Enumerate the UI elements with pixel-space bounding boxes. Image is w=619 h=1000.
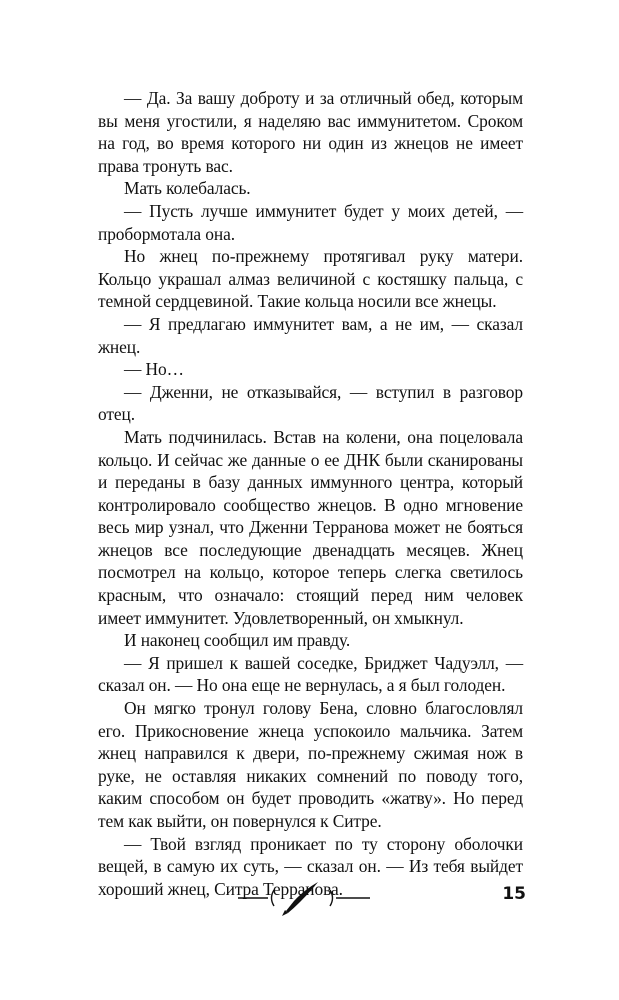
- paragraph: Но жнец по-прежнему протягивал руку матери. Кольцо украшал алмаз величиной с костяшку пальца, с темной сердцевиной. Такие кольца носили все жнецы.: [98, 246, 523, 312]
- paragraph: — Да. За вашу доброту и за отличный обед, которым вы меня угостили, я наделяю вас иммунитетом. Сроком на год, во время которого ни один из жнецов не имеет права тронуть вас.: [98, 88, 523, 176]
- scythe-blade-icon: [238, 878, 370, 918]
- paragraph: Мать подчинилась. Встав на колени, она поцеловала кольцо. И сейчас же данные о ее ДНК были сканированы и переданы в базу данных иммунного центра, который контролировало сообщество жнецов. В одно мгновение весь мир узнал, что Дженни Терранова может не бояться жнецов все последующие двенадцать месяцев. Жнец посмотрел на кольцо, которое теперь слегка светилось красным, что означало: стоящий перед ним человек имеет иммунитет. Удовлетворенный, он хмыкнул.: [98, 426, 523, 628]
- paragraph: — Твой взгляд проникает по ту сторону оболочки вещей, в самую их суть, — сказал он. — Из тебя выйдет хороший жнец, Ситра Терранова.: [98, 833, 523, 899]
- body-text: [98, 87, 523, 900]
- paragraph: — Пусть лучше иммунитет будет у моих детей, — пробормотала она.: [98, 200, 523, 244]
- paragraph: — Я предлагаю иммунитет вам, а не им, — сказал жнец.: [98, 313, 523, 357]
- page-footer: [0, 878, 619, 918]
- paragraph: — Я пришел к вашей соседке, Бриджет Чадуэлл, — сказал он. — Но она еще не вернулась, а я был голоден.: [98, 652, 523, 696]
- paragraph: Мать колебалась.: [124, 178, 251, 199]
- paragraph: — Но…: [124, 359, 184, 380]
- paragraph: И наконец сообщил им правду.: [124, 630, 351, 651]
- paragraph: Он мягко тронул голову Бена, словно благословлял его. Прикосновение жнеца успокоило мальчика. Затем жнец направился к двери, по-прежнему сжимая нож в руке, не оставляя никаких сомнений по поводу того, каким способом он будет проводить «жатву». Но перед тем как выйти, он повернулся к Ситре.: [98, 698, 523, 831]
- page-number: 15: [502, 884, 526, 904]
- paragraph: — Дженни, не отказывайся, — вступил в разговор отец.: [98, 381, 523, 425]
